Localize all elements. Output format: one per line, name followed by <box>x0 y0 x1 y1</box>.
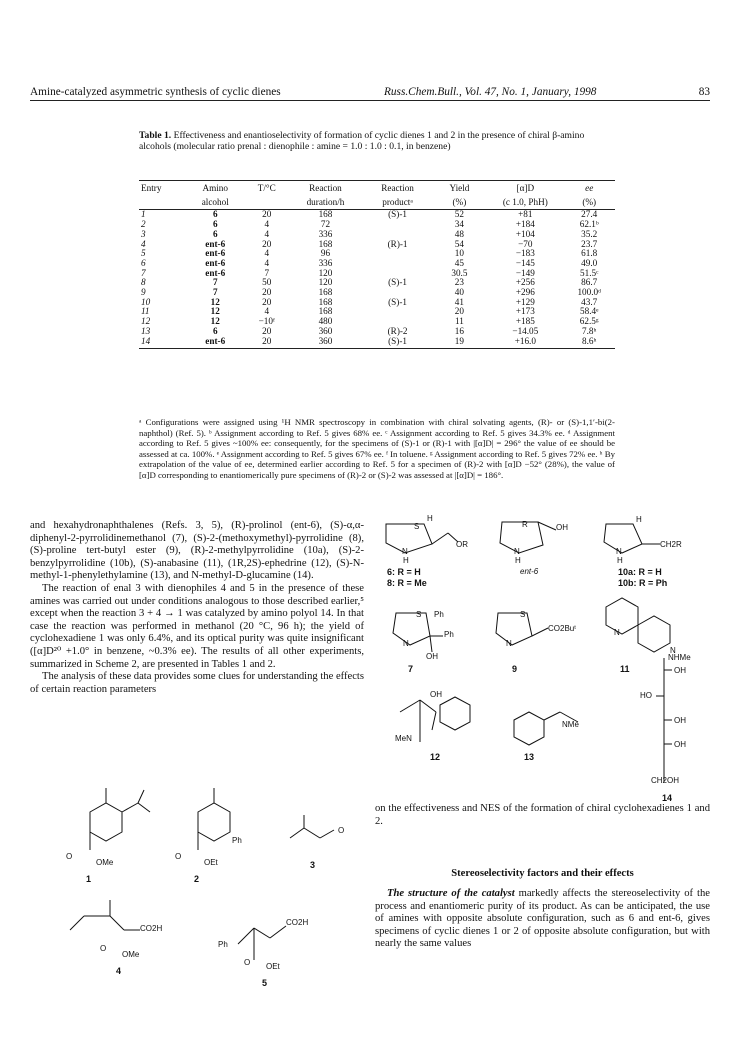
running-title: Amine-catalyzed asymmetric synthesis of cyclic dienes <box>30 86 281 98</box>
col-product-2: productᵃ <box>364 195 432 210</box>
cell-rotation: +184 <box>515 219 535 230</box>
paragraph-catalyst: markedly affects the stereoselectivity of the process and enantiomeric purity of its product. As can be anticipated, the use of amines with opposite absolute configuration, such as 6 and ent-6, gives specimens of cyclic dienes 1 or 2 of opposite absolute configuration, but with nearly the same values <box>375 888 710 950</box>
cell-entry: 3 <box>141 228 146 239</box>
cell-amine: ent-6 <box>205 248 226 259</box>
label-OR: OR <box>456 540 468 549</box>
cell-temp: 7 <box>264 267 270 278</box>
cell-yield: 41 <box>454 296 464 307</box>
compound-2: 2 <box>194 874 200 884</box>
cell-amine: 6 <box>212 209 218 220</box>
cell-ee: 49.0 <box>581 257 598 268</box>
bond-1d <box>138 790 144 803</box>
label-CH2OH: CH2OH <box>651 776 680 785</box>
cell-product: (R)-2 <box>387 325 408 336</box>
cell-rotation: −145 <box>515 257 535 268</box>
label-H-6: H <box>427 514 433 523</box>
col-product: Reaction <box>364 181 432 196</box>
cell-rotation: +256 <box>515 277 535 288</box>
col-duration-2: duration/h <box>287 195 363 210</box>
label-OH-12: OH <box>430 690 442 699</box>
cell-amine: 6 <box>212 219 218 230</box>
cell-temp: 20 <box>262 287 272 298</box>
cell-rotation: −14.05 <box>512 325 539 336</box>
body-column-left <box>30 520 364 696</box>
cell-duration: 168 <box>318 209 333 220</box>
bond-5c <box>270 926 286 938</box>
cell-yield: 10 <box>454 248 464 259</box>
compound-14: 14 <box>662 793 673 803</box>
cell-duration: 168 <box>318 296 333 307</box>
bond-12c <box>432 712 436 730</box>
col-ee-2: (%) <box>563 195 615 210</box>
cell-yield: 34 <box>454 219 464 230</box>
cell-yield: 11 <box>454 316 464 327</box>
label-CH2R: CH2R <box>660 540 682 549</box>
label-N-ent6: N <box>514 547 520 556</box>
paragraph-continuation: on the effectiveness and NES of the formation of chiral cyclohexadienes 1 and 2. <box>375 803 710 827</box>
cell-rotation: +16.0 <box>487 337 563 349</box>
bond-6a <box>432 533 448 544</box>
compound-1: 1 <box>86 874 92 884</box>
cell-amine: ent-6 <box>205 257 226 268</box>
bond-ent6 <box>538 522 556 530</box>
piperidine-ring-11 <box>606 598 638 634</box>
cell-amine: 6 <box>212 228 218 239</box>
bond-1c <box>138 803 150 812</box>
cell-duration: 168 <box>318 306 333 317</box>
cell-rotation: +173 <box>515 306 535 317</box>
body-column-right-top <box>375 803 710 828</box>
benzene-ring-13 <box>514 712 544 745</box>
cell-yield: 16 <box>454 325 464 336</box>
col-amino: Amino <box>184 181 246 196</box>
cell-yield: 45 <box>454 257 464 268</box>
cell-entry: 8 <box>141 277 146 288</box>
cell-duration: 336 <box>318 228 333 239</box>
label-S-6: S <box>414 522 420 531</box>
cell-ee: 61.8 <box>581 248 598 259</box>
page-number: 83 <box>698 86 710 98</box>
cell-yield: 52 <box>454 209 464 220</box>
cell-entry: 9 <box>141 287 146 298</box>
cell-temp: 4 <box>264 306 270 317</box>
col-yield-2: (%) <box>432 195 488 210</box>
label-O-2: O <box>175 852 182 861</box>
bond-3d <box>320 830 334 838</box>
paragraph-amines: and hexahydronaphthalenes (Refs. 3, 5), (R)-prolinol (ent-6), (S)-α,α-diphenyl-2-pyrrolidinemethanol (7), (S)-2-(methoxymethyl)-pyrrolidine (8), (S)-proline tert-butyl ester (9), (R)-2-methylpyrrolidine (10a), (S)-2-benzylpyrrolidine (10b), (S)-anabasine (11), (1R,2S)-ephedrine (12), (S)-N-methyl-1-phenylethylamine (13), and N-methyl-D-glucamine (14). <box>30 520 364 582</box>
col-rotation-2: (c 1.0, PhH) <box>487 195 563 210</box>
label-NH-ent6: H <box>515 556 521 565</box>
label-CO2But: CO2Buᵗ <box>548 624 576 633</box>
cell-yield: 40 <box>454 287 464 298</box>
col-duration: Reaction <box>287 181 363 196</box>
cell-yield: 19 <box>432 337 488 349</box>
label-Ph-2: Ph <box>232 836 242 845</box>
cell-ee: 27.4 <box>581 209 598 220</box>
label-8-R-Me: 8: R = Me <box>387 578 427 588</box>
table-caption-text: Effectiveness and enantioselectivity of formation of cyclic dienes 1 and 2 in the presence of chiral β-amino alcohols (molecular ratio prenal : dienophile : amine = 1.0 : 1.0 : 0.1, in benzene) <box>139 130 585 153</box>
paragraph-lead: The structure of the catalyst <box>387 888 515 899</box>
label-CO2H-4: CO2H <box>140 924 163 933</box>
compound-13: 13 <box>524 752 535 762</box>
section-heading: Stereoselectivity factors and their effects <box>451 868 634 879</box>
cell-duration: 120 <box>318 267 333 278</box>
cell-ee: 100.0ᵈ <box>577 287 601 298</box>
cell-duration: 120 <box>318 277 333 288</box>
cell-ee: 8.6ʰ <box>563 337 615 349</box>
cell-temp: 20 <box>262 325 272 336</box>
col-yield: Yield <box>432 181 488 196</box>
pyrrolidine-ring-9 <box>496 613 532 645</box>
cell-temp: 50 <box>262 277 272 288</box>
bond-4c <box>110 916 124 930</box>
cell-ee: 23.7 <box>581 238 598 249</box>
cell-amine: 6 <box>212 325 218 336</box>
cell-ee: 43.7 <box>581 296 598 307</box>
table-footnotes: ᵃ Configurations were assigned using ¹H NMR spectroscopy in combination with chiral solvating agents, (R)- or (S)-1,1′-bi(2-naphthol) (Ref. 5). ᵇ Assignment according to Ref. 5 gives 68% ee. ᶜ Assignment according to Ref. 5 gives 34.3% ee. ᵈ Assignment according to Ref. 5 gives ~100% ee: consequently, for the specimens of (S)-1 or (R)-1 with |[α]D| = 296° the value of ee should be assessed at ca. 100%. ᵉ Assignment according to Ref. 5 gives 67% ee. ᶠ In toluene. ᵍ Assignment according to Ref. 5 gives 72% ee. ʰ By extrapolation of the value of ee, determined earlier according to Ref. 5 for a specimen of (R)-2 with [α]D −52° (28%), the value of [α]D corresponding to enantiomerically pure specimens of (R)-2 or (S)-2 was assessed at |[α]D| = 186°. <box>139 417 615 480</box>
cell-amine: ent-6 <box>184 337 246 349</box>
cell-entry: 14 <box>139 337 184 349</box>
label-10b: 10b: R = Ph <box>618 578 668 588</box>
label-S-9: S <box>520 610 526 619</box>
label-H-10: H <box>636 515 642 524</box>
cell-ee: 62.5ᵍ <box>579 316 599 327</box>
cell-amine: ent-6 <box>205 267 226 278</box>
label-OMe-4: OMe <box>122 950 140 959</box>
bond-1b <box>122 803 138 812</box>
compound-3: 3 <box>310 860 316 870</box>
cell-entry: 4 <box>141 238 146 249</box>
cell-rotation: −149 <box>515 267 535 278</box>
diene-ring-1 <box>90 803 122 841</box>
bond-5a <box>238 928 254 944</box>
compound-11: 11 <box>620 664 630 674</box>
cell-product: (S)-1 <box>364 337 432 349</box>
label-N-10: N <box>616 547 622 556</box>
label-NH-10: H <box>617 556 623 565</box>
cell-ee: 35.2 <box>581 228 598 239</box>
cell-ee: 7.8ʰ <box>582 325 597 336</box>
label-OH-14c: OH <box>674 740 686 749</box>
cell-ee: 51.5ᶜ <box>580 267 599 278</box>
label-N-11a: N <box>614 628 620 637</box>
label-OH-14a: OH <box>674 666 686 675</box>
diene-ring-2 <box>198 803 230 841</box>
cell-temp: 4 <box>264 248 270 259</box>
cell-rotation: +296 <box>515 287 535 298</box>
cell-amine: 12 <box>210 306 220 317</box>
label-O-1: O <box>66 852 73 861</box>
cell-entry: 5 <box>141 248 146 259</box>
cell-temp: 20 <box>262 296 272 307</box>
cell-ee: 86.7 <box>581 277 598 288</box>
compound-7: 7 <box>408 664 414 674</box>
cell-amine: 7 <box>212 287 218 298</box>
bond-7b <box>430 636 432 652</box>
label-MeN: MeN <box>395 734 412 743</box>
cell-product: (S)-1 <box>388 296 408 307</box>
label-S-7: S <box>416 610 422 619</box>
pyrrolidine-ring-10 <box>604 524 642 553</box>
cell-amine: 7 <box>212 277 218 288</box>
cell-entry: 10 <box>141 296 151 307</box>
label-Ph-7b: Ph <box>444 630 454 639</box>
pyrrolidine-ring-7 <box>393 613 430 645</box>
cell-duration: 168 <box>318 238 333 249</box>
cell-yield: 23 <box>454 277 464 288</box>
label-OH-7: OH <box>426 652 438 661</box>
cell-yield: 30.5 <box>451 267 468 278</box>
label-N-7: N <box>403 639 409 648</box>
col-ee: ee <box>563 181 615 196</box>
cell-temp: 20 <box>246 337 287 349</box>
label-Ph-7a: Ph <box>434 610 444 619</box>
col-rotation: [α]D <box>487 181 563 196</box>
cell-temp: 4 <box>264 257 270 268</box>
bond-12b <box>420 700 436 712</box>
cell-amine: 12 <box>210 296 220 307</box>
cell-duration: 96 <box>320 248 331 259</box>
compound-12: 12 <box>430 752 441 762</box>
label-HO-14: HO <box>640 691 652 700</box>
paragraph-reaction: The reaction of enal 3 with dienophiles 4 and 5 in the presence of these amines was carried out under conditions analogous to those described earlier,⁵ except when the reaction 3 + 4 → 1 was catalyzed by amino polyol 14. In that case the reaction was performed in methanol (20 °C, 96 h); the yield of cyclohexadiene 1 was only 6.4%, and its optical purity was quite insignificant ([α]D²⁰ +1.0° in benzene, ~0.3% ee). The results of all other experiments, summarized in Scheme 2, are presented in Tables 1 and 2. <box>30 582 364 670</box>
cell-temp: 20 <box>262 238 272 249</box>
compound-5: 5 <box>262 978 268 988</box>
cell-product: (S)-1 <box>388 209 408 220</box>
cell-rotation: +185 <box>515 316 535 327</box>
cell-duration: 336 <box>318 257 333 268</box>
journal-citation: Russ.Chem.Bull., Vol. 47, No. 1, January, 1998 <box>384 86 597 98</box>
label-OMe-1: OMe <box>96 858 114 867</box>
cell-ee: 58.4ᵉ <box>580 306 599 317</box>
cell-temp: 4 <box>264 228 270 239</box>
label-O-4: O <box>100 944 107 953</box>
label-O-3: O <box>338 826 345 835</box>
pyrrolidine-ring-6 <box>386 524 432 553</box>
bond-9 <box>532 628 548 636</box>
bond-12a <box>400 700 420 712</box>
cell-entry: 11 <box>141 306 150 317</box>
bond-5b <box>254 928 270 938</box>
compound-9: 9 <box>512 664 518 674</box>
cell-entry: 12 <box>141 316 151 327</box>
cell-product: (R)-1 <box>387 238 408 249</box>
cell-yield: 20 <box>454 306 464 317</box>
label-OEt-2: OEt <box>204 858 218 867</box>
cell-entry: 2 <box>141 219 146 230</box>
cell-duration: 168 <box>318 287 333 298</box>
bond-13a <box>544 712 560 720</box>
cell-entry: 6 <box>141 257 146 268</box>
label-OH-ent6: OH <box>556 523 568 532</box>
label-O-5: O <box>244 958 251 967</box>
label-N-6: N <box>402 547 408 556</box>
cell-product: (S)-1 <box>388 277 408 288</box>
table-label: Table 1. <box>139 130 172 141</box>
cell-duration: 360 <box>287 337 363 349</box>
label-NHMe: NHMe <box>668 653 691 662</box>
col-amino-2: alcohol <box>184 195 246 210</box>
cell-yield: 54 <box>454 238 464 249</box>
cell-amine: ent-6 <box>205 238 226 249</box>
label-NMe: NMe <box>562 720 579 729</box>
label-10a: 10a: R = H <box>618 567 662 577</box>
cell-temp: 4 <box>264 219 270 230</box>
cell-rotation: +104 <box>515 228 535 239</box>
label-Ph-5: Ph <box>218 940 228 949</box>
bond-3a <box>290 828 304 838</box>
cell-duration: 72 <box>320 219 331 230</box>
bond-4a <box>70 916 84 930</box>
cell-yield: 48 <box>454 228 464 239</box>
cell-entry: 7 <box>141 267 146 278</box>
cell-entry: 13 <box>141 325 151 336</box>
cell-rotation: +81 <box>518 209 533 220</box>
col-entry: Entry <box>139 181 184 196</box>
pyridine-ring-11 <box>638 616 670 652</box>
cell-rotation: −70 <box>518 238 533 249</box>
cell-ee: 62.1ᵇ <box>579 219 599 230</box>
label-NH-6: H <box>403 556 409 565</box>
label-OH-14b: OH <box>674 716 686 725</box>
label-N-9: N <box>506 639 512 648</box>
compound-4: 4 <box>116 966 122 976</box>
cell-amine: 12 <box>210 316 220 327</box>
cell-duration: 360 <box>318 325 333 336</box>
label-OEt-5: OEt <box>266 962 280 971</box>
label-6-R-H: 6: R = H <box>387 567 421 577</box>
col-temp: T/°C <box>246 181 287 196</box>
cell-rotation: +129 <box>515 296 535 307</box>
cell-entry: 1 <box>141 209 146 220</box>
label-R-ent6: R <box>522 520 528 529</box>
body-column-right <box>375 888 710 951</box>
bond-3c <box>304 828 320 838</box>
cell-temp: −10ᶠ <box>258 316 275 327</box>
cell-rotation: −183 <box>515 248 535 259</box>
benzene-ring-12 <box>440 697 470 730</box>
paragraph-analysis: The analysis of these data provides some clues for understanding the effects of certain reaction parameters <box>30 671 364 695</box>
label-N-11b: N <box>670 646 676 655</box>
label-ent6: ent-6 <box>520 567 539 576</box>
cell-temp: 20 <box>262 209 272 220</box>
label-CO2H-5: CO2H <box>286 918 309 927</box>
cell-duration: 480 <box>318 316 333 327</box>
